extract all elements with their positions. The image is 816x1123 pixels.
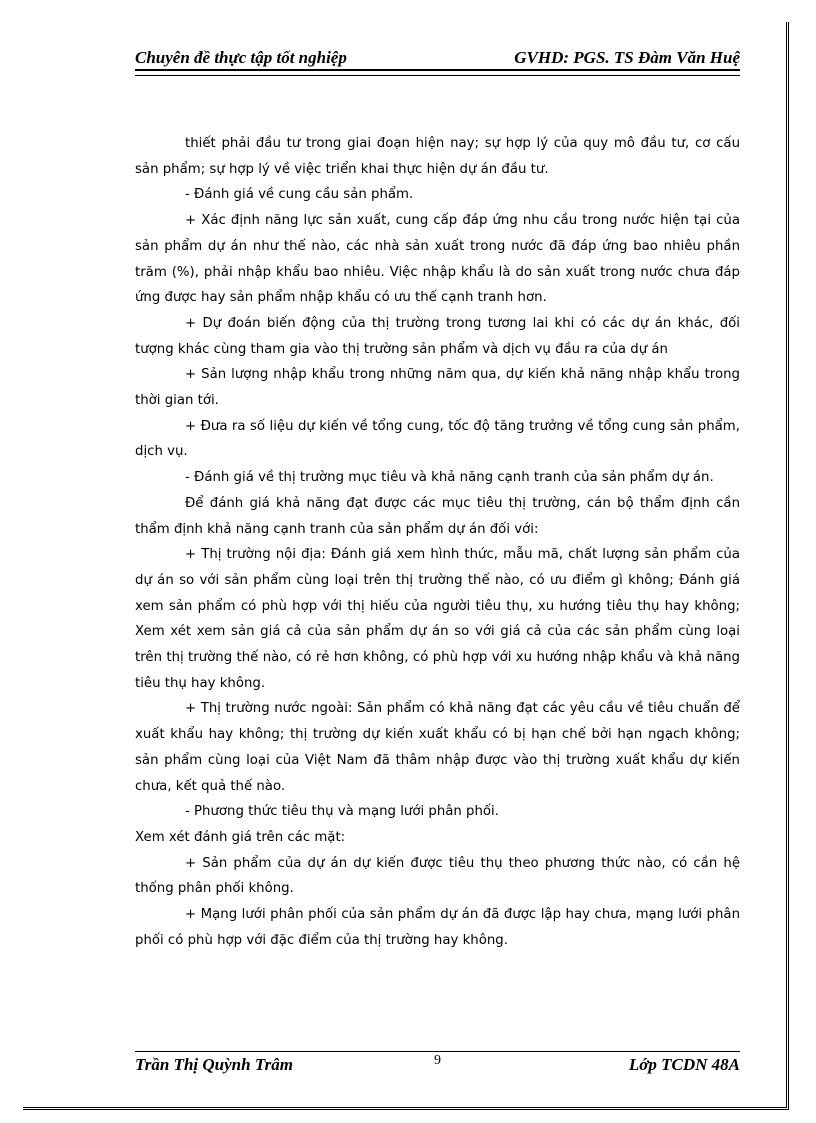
paragraph: + Xác định năng lực sản xuất, cung cấp đáp ứng nhu cầu trong nước hiện tại của sản phẩm dự án như thế nào, các nhà sản xuất trong nước đã đáp ứng bao nhiêu phần trăm (%), phải nhập khẩu bao nhiêu. Việc nhập khẩu là do sản xuất trong nước chưa đáp ứng được hay sản phẩm nhập khẩu có ưu thế cạnh tranh hơn. — [135, 213, 740, 306]
document-body — [135, 131, 740, 954]
header-rule — [135, 69, 740, 76]
footer-class: Lớp TCDN 48A — [628, 1055, 740, 1074]
paragraph: - Phương thức tiêu thụ và mạng lưới phân phối. — [185, 804, 499, 820]
paragraph: + Thị trường nước ngoài: Sản phẩm có khả năng đạt các yêu cầu về tiêu chuẩn để xuất khẩu hay không; thị trường dự kiến xuất khẩu có bị hạn chế bởi hạn ngạch không; sản phẩm cùng loại của Việt Nam đã thâm nhập được vào thị trường xuất khẩu dự kiến chưa, kết quả thế nào. — [135, 701, 740, 794]
paragraph: + Sản phẩm của dự án dự kiến được tiêu thụ theo phương thức nào, có cần hệ thống phân phối không. — [135, 855, 740, 897]
paragraph: + Thị trường nội địa: Đánh giá xem hình thức, mẫu mã, chất lượng sản phẩm của dự án so với sản phẩm cùng loại trên thị trường thế nào, có ưu điểm gì không; Đánh giá xem sản phẩm có phù hợp với thị hiếu của người tiêu thụ, xu hướng tiêu thụ hay không; Xem xét xem sản giá cả của sản phẩm dự án so với giá cả của các sản phẩm cùng loại trên thị trường thế nào, có rẻ hơn không, có phù hợp với xu hướng nhập khẩu và khả năng tiêu thụ hay không. — [135, 547, 740, 691]
header-advisor: GVHD: PGS. TS Đàm Văn Huệ — [514, 48, 740, 67]
paragraph: - Đánh giá về thị trường mục tiêu và khả năng cạnh tranh của sản phẩm dự án. — [185, 470, 714, 486]
paragraph: + Dự đoán biến động của thị trường trong tương lai khi có các dự án khác, đối tượng khác cùng tham gia vào thị trường sản phẩm và dịch vụ đầu ra của dự án — [135, 315, 740, 357]
paragraph: Xem xét đánh giá trên các mặt: — [135, 829, 346, 845]
paragraph: + Đưa ra số liệu dự kiến về tổng cung, tốc độ tăng trưởng về tổng cung sản phẩm, dịch vụ. — [135, 418, 740, 460]
paragraph: thiết phải đầu tư trong giai đoạn hiện nay; sự hợp lý của quy mô đầu tư, cơ cấu sản phẩm; sự hợp lý về việc triển khai thực hiện dự án đầu tư. — [135, 136, 740, 177]
footer-author: Trần Thị Quỳnh Trâm — [135, 1055, 293, 1074]
paragraph: + Mạng lưới phân phối của sản phẩm dự án đã được lập hay chưa, mạng lưới phân phối có phù hợp với đặc điểm của thị trường hay không. — [135, 907, 740, 948]
page-number: 9 — [434, 1053, 441, 1068]
footer-rule — [135, 1051, 740, 1052]
paragraph: Để đánh giá khả năng đạt được các mục tiêu thị trường, cán bộ thẩm định cần thẩm định khả năng cạnh tranh của sản phẩm dự án đối với: — [135, 495, 740, 537]
page-footer — [135, 1055, 740, 1079]
paragraph: - Đánh giá về cung cầu sản phẩm. — [185, 187, 414, 203]
paragraph: + Sản lượng nhập khẩu trong những năm qua, dự kiến khả năng nhập khẩu trong thời gian tới. — [135, 367, 740, 409]
header-title: Chuyên đề thực tập tốt nghiệp — [135, 48, 347, 67]
